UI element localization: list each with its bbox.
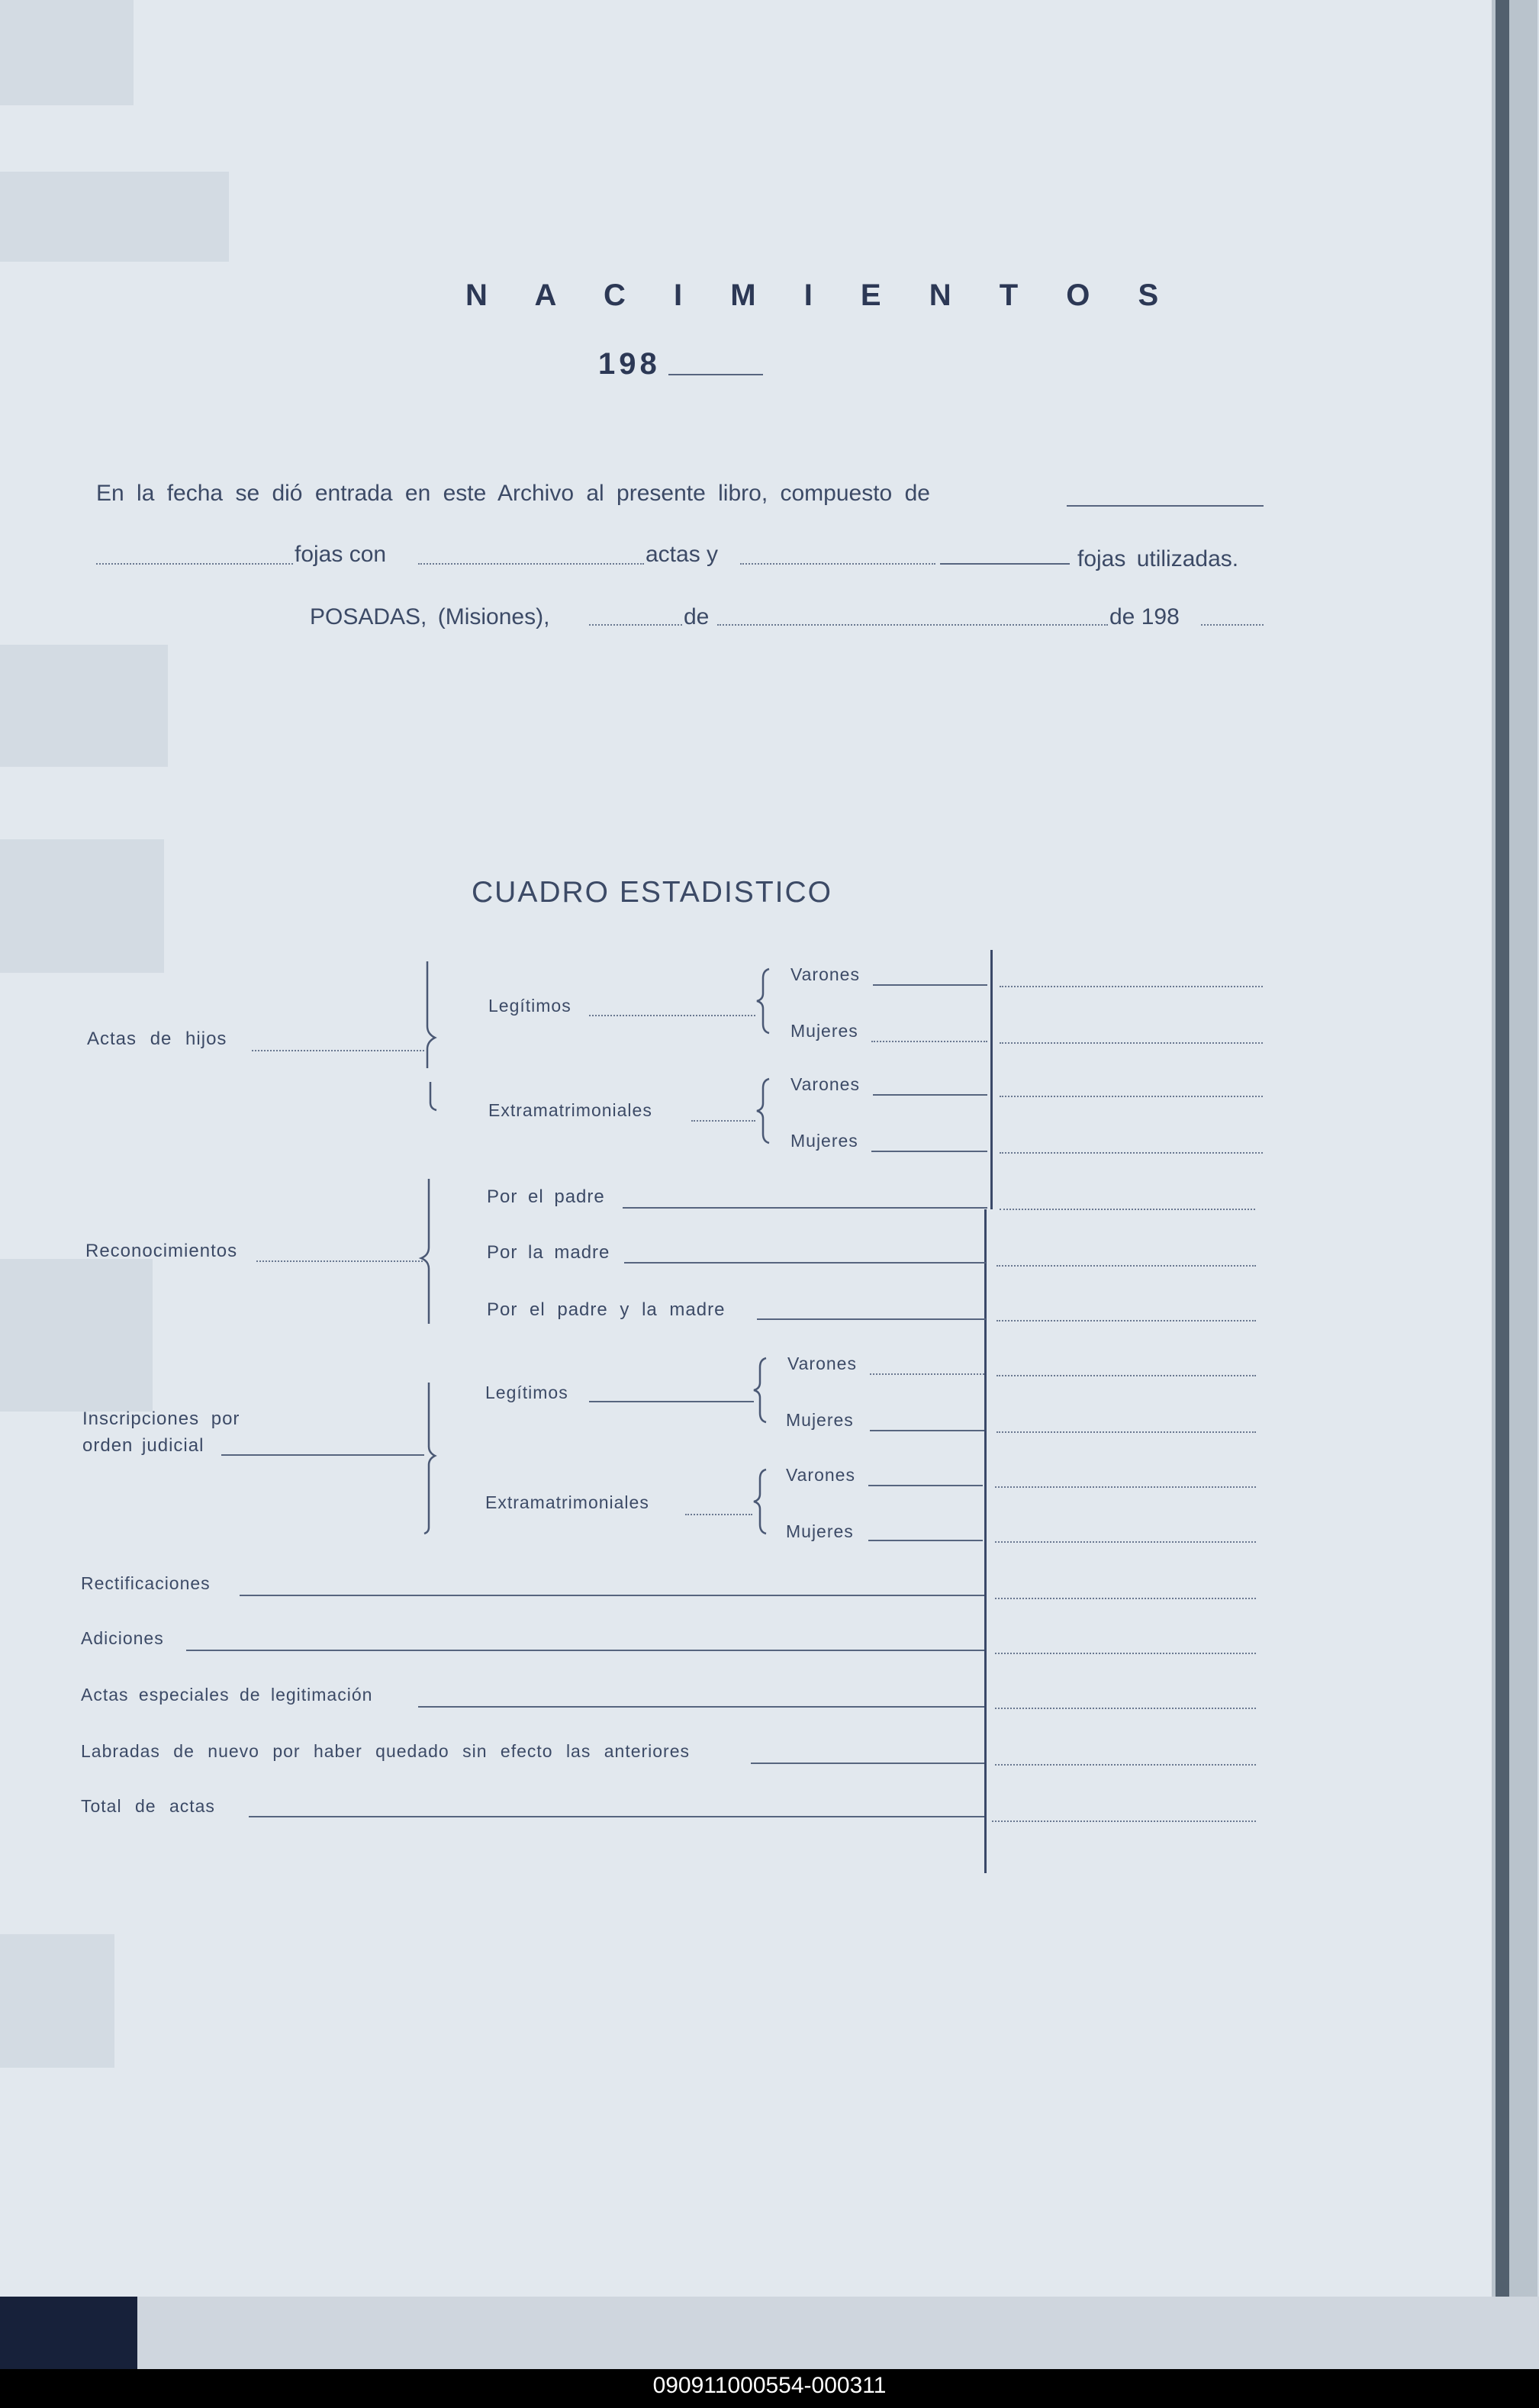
- total-line: [249, 1816, 984, 1817]
- mujeres-line: [870, 1430, 984, 1431]
- year-blank: [668, 374, 763, 375]
- adiciones-label: Adiciones: [81, 1628, 164, 1648]
- actas-hijos-dots: [252, 1050, 424, 1051]
- inscripciones-line: [221, 1454, 424, 1456]
- book-spine: [1496, 0, 1509, 2304]
- intro-line-1: En la fecha se dió entrada en este Archivo al presente libro, compuesto de: [96, 481, 930, 506]
- blank-fojas-util-2: [940, 563, 1070, 565]
- varones-value: [1000, 1096, 1263, 1097]
- mujeres-value: [1000, 1152, 1263, 1154]
- inscripciones-label-2: orden judicial: [82, 1435, 204, 1456]
- actas-hijos-label: Actas de hijos: [87, 1029, 227, 1049]
- section-title: CUADRO ESTADISTICO: [472, 876, 832, 909]
- inscripciones-label-1: Inscripciones por: [82, 1408, 240, 1429]
- legitimos-label: Legítimos: [485, 1383, 568, 1402]
- por-madre-line: [624, 1262, 986, 1264]
- left-tab: [0, 0, 134, 105]
- blank-fojas-util-1: [740, 563, 935, 565]
- rectificaciones-line: [240, 1595, 984, 1596]
- de-label: de: [684, 604, 710, 629]
- por-madre-value: [996, 1265, 1256, 1267]
- legitimos-brace: [754, 967, 772, 1036]
- de-198-label: de 198: [1109, 604, 1180, 629]
- blank-year: [1201, 624, 1264, 626]
- total-label: Total de actas: [81, 1796, 215, 1816]
- mujeres-label: Mujeres: [790, 1131, 858, 1151]
- column-divider: [984, 1209, 987, 1873]
- por-padre-label: Por el padre: [487, 1186, 605, 1207]
- reconocimientos-brace: [418, 1179, 441, 1324]
- blank-fojas: [96, 563, 293, 565]
- extramatrimoniales-dots: [685, 1514, 752, 1515]
- varones-label: Varones: [790, 1074, 860, 1094]
- legitimos-brace: [751, 1357, 769, 1425]
- fojas-con-label: fojas con: [295, 542, 387, 567]
- actas-y-label: actas y: [646, 542, 719, 567]
- mujeres-line: [871, 1151, 987, 1152]
- blank-month: [717, 624, 1108, 626]
- por-padre-line: [623, 1207, 987, 1209]
- extramatrimoniales-label: Extramatrimoniales: [488, 1100, 652, 1120]
- varones-value: [996, 1375, 1256, 1376]
- por-padre-madre-value: [996, 1320, 1256, 1322]
- varones-label: Varones: [787, 1354, 857, 1373]
- mujeres-line: [871, 1041, 987, 1042]
- mujeres-label: Mujeres: [786, 1410, 854, 1430]
- labradas-line: [751, 1763, 984, 1764]
- adiciones-value: [995, 1653, 1256, 1654]
- labradas-value: [995, 1764, 1256, 1766]
- por-madre-label: Por la madre: [487, 1242, 610, 1263]
- mujeres-label: Mujeres: [790, 1021, 858, 1041]
- blue-corner: [0, 2297, 137, 2373]
- por-padre-madre-label: Por el padre y la madre: [487, 1299, 726, 1320]
- mujeres-label: Mujeres: [786, 1521, 854, 1541]
- left-tab: [0, 839, 164, 973]
- blank-actas: [418, 563, 644, 565]
- mujeres-line: [868, 1540, 983, 1541]
- actas-especiales-line: [418, 1706, 984, 1708]
- reconocimientos-label: Reconocimientos: [85, 1241, 238, 1261]
- extramatrimoniales-brace: [751, 1468, 769, 1537]
- left-tab: [0, 172, 229, 262]
- mujeres-value: [996, 1431, 1256, 1433]
- varones-label: Varones: [790, 964, 860, 984]
- fojas-utilizadas-label: fojas utilizadas.: [1077, 546, 1239, 571]
- por-padre-madre-line: [757, 1318, 986, 1320]
- actas-especiales-value: [995, 1708, 1256, 1709]
- por-padre-value: [1000, 1209, 1255, 1210]
- varones-value: [1000, 986, 1263, 987]
- varones-line: [868, 1485, 983, 1486]
- adiciones-line: [186, 1650, 984, 1651]
- legitimos-dots: [589, 1015, 755, 1016]
- bottom-strip: [0, 2297, 1539, 2373]
- reconocimientos-dots: [256, 1260, 423, 1262]
- extramatrimoniales-dots: [691, 1120, 755, 1122]
- labradas-label: Labradas de nuevo por haber quedado sin efecto las anteriores: [81, 1741, 691, 1761]
- page-title: N A C I M I E N T O S: [465, 278, 1179, 312]
- total-value: [992, 1820, 1256, 1822]
- footer-id: 090911000554-000311: [652, 2373, 887, 2398]
- mujeres-value: [995, 1541, 1256, 1543]
- varones-line: [873, 1094, 987, 1096]
- left-tab: [0, 645, 168, 767]
- rectificaciones-value: [995, 1598, 1256, 1599]
- varones-line: [873, 984, 987, 986]
- year-label: 198: [598, 347, 661, 381]
- left-tab: [0, 1934, 114, 2068]
- actas-hijos-brace: [420, 961, 443, 1114]
- extramatrimoniales-label: Extramatrimoniales: [485, 1492, 649, 1512]
- legitimos-line: [589, 1401, 754, 1402]
- inscripciones-brace: [418, 1381, 441, 1534]
- left-tab: [0, 1259, 153, 1412]
- column-divider-top: [990, 950, 993, 1209]
- legitimos-label: Legítimos: [488, 996, 571, 1016]
- varones-line: [870, 1373, 984, 1375]
- varones-value: [995, 1486, 1256, 1488]
- actas-especiales-label: Actas especiales de legitimación: [81, 1685, 373, 1705]
- rectificaciones-label: Rectificaciones: [81, 1573, 211, 1593]
- blank-compuesto: [1067, 505, 1264, 507]
- place-label: POSADAS, (Misiones),: [310, 604, 550, 629]
- extramatrimoniales-brace: [754, 1077, 772, 1146]
- varones-label: Varones: [786, 1465, 855, 1485]
- mujeres-value: [1000, 1042, 1263, 1044]
- blank-day: [589, 624, 682, 626]
